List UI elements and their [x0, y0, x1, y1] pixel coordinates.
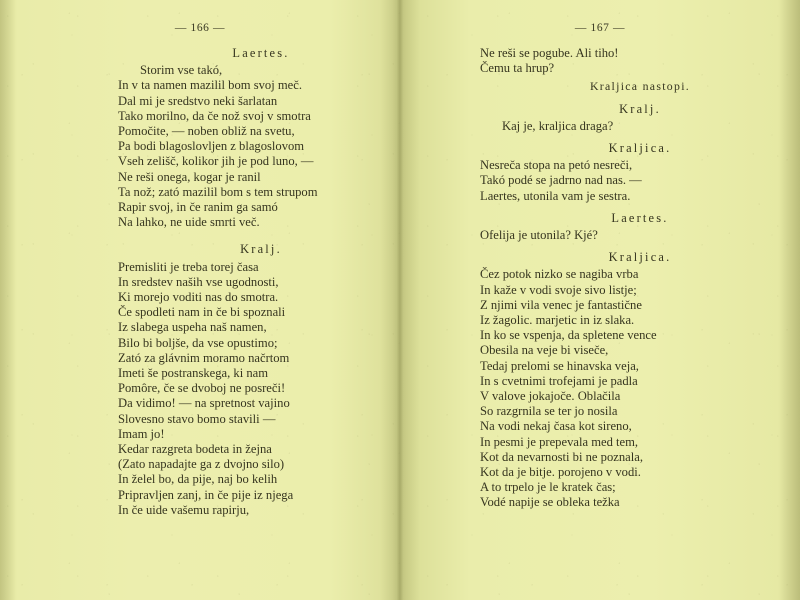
verse-line: Na lahko, ne uide smrti več.: [118, 215, 260, 230]
verse-line: Čez potok nizko se nagiba vrba: [480, 267, 639, 282]
verse-line: Kot da je bitje. porojeno v vodi.: [480, 465, 641, 480]
verse-line: Iz slabega uspeha naš namen,: [118, 320, 267, 335]
verse-line: Imeti še postranskega, ki nam: [118, 366, 269, 381]
verse-line: Če spodleti nam in če bi spoznali: [118, 305, 286, 320]
verse-line: Obesila na veje bi viseče,: [480, 343, 609, 358]
verse-line: In s cvetnimi trofejami je padla: [480, 373, 638, 388]
verse-line: Čemu ta hrup?: [480, 61, 555, 76]
verse-line: Ne reši onega, kogar je ranil: [118, 169, 261, 184]
verse-line: Slovesno stavo bomo stavili —: [118, 411, 276, 426]
verse-line: In ko se vspenja, da spletene vence: [480, 328, 657, 343]
stage-direction: Kraljica nastopi.: [589, 79, 691, 94]
verse-line: Zató za glávnim moramo načrtom: [118, 350, 290, 365]
verse-line: Dal mi je sredstvo neki šarlatan: [118, 93, 278, 108]
verse-line: Nesreča stopa na petó nesreči,: [480, 158, 633, 173]
right-page-text: [480, 46, 800, 511]
verse-line: Pomôre, če se dvoboj ne posreči!: [118, 381, 286, 396]
verse-line: Z njimi vila venec je fantastične: [480, 297, 642, 312]
verse-line: Ofelija je utonila? Kjé?: [480, 228, 598, 243]
verse-line: In želel bo, da pije, naj bo kelih: [118, 472, 278, 487]
verse-line: Na vodi nekaj časa kot sireno,: [480, 419, 632, 434]
verse-line: Premisliti je treba torej časa: [118, 259, 259, 274]
verse-line: Imam jo!: [118, 426, 165, 441]
verse-line: Ki morejo voditi nas do smotra.: [118, 290, 279, 305]
speaker-label: Kraljica.: [608, 250, 672, 265]
stanza-spacer: [118, 230, 400, 235]
left-page-text: [118, 46, 400, 518]
verse-line: In če uide vašemu rapirju,: [118, 502, 250, 517]
verse-line: Ta nož; zató mazilil bom s tem strupom: [118, 184, 318, 199]
verse-line: V valove jokajoče. Oblačila: [480, 389, 621, 404]
page-number-left: — 166 —: [174, 22, 226, 34]
verse-line: Kot da nevarnosti bi ne poznala,: [480, 449, 643, 464]
verse-line: So razgrnila se ter jo nosila: [480, 404, 618, 419]
verse-line: Ne reši se pogube. Ali tiho!: [480, 46, 619, 60]
verse-line: Pa bodi blagoslovljen z blagoslovom: [118, 139, 305, 154]
speaker-label: Laertes.: [611, 210, 669, 225]
verse-line: Pomočite, — noben obliž na svetu,: [118, 124, 295, 139]
speaker-label: Kralj.: [619, 101, 661, 116]
verse-line: Vodé napije se obleka težka: [480, 495, 620, 510]
verse-line: Laertes, utonila vam je sestra.: [480, 188, 631, 203]
verse-line: Da vidimo! — na spretnost vajino: [118, 396, 290, 411]
verse-line: In sredstev naših vse ugodnosti,: [118, 274, 279, 289]
right-page: [400, 0, 800, 600]
verse-line: Pripravljen zanj, in če pije iz njega: [118, 487, 294, 502]
verse-line: Vseh zelišč, kolikor jih je pod luno, —: [118, 154, 314, 169]
verse-line: In kaže v vodi svoje sivo listje;: [480, 282, 637, 297]
verse-line: Bilo bi boljše, da vse opustimo;: [118, 335, 278, 350]
speaker-label: Laertes.: [232, 46, 290, 60]
verse-line: Kedar razgreta bodeta in žejna: [118, 442, 272, 457]
verse-line: In v ta namen mazilil bom svoj meč.: [118, 78, 302, 93]
verse-line: Tedaj prelomi se hinavska veja,: [480, 358, 639, 373]
verse-line: Iz žagolic. marjetic in iz slaka.: [480, 313, 635, 328]
verse-line: Takó podé se jadrno nad nas. —: [480, 173, 642, 188]
verse-line: (Zato napadajte ga z dvojno silo): [118, 457, 285, 472]
page-number-right: — 167 —: [574, 22, 626, 34]
verse-line: Storim vse takó,: [140, 63, 223, 78]
verse-line: Kaj je, kraljica draga?: [502, 118, 614, 133]
speaker-label: Kralj.: [240, 242, 282, 257]
verse-line: A to trpelo je le kratek čas;: [480, 480, 616, 495]
verse-line: In pesmi je prepevala med tem,: [480, 434, 639, 449]
verse-line: Tako morilno, da če nož svoj v smotra: [118, 108, 311, 123]
speaker-label: Kraljica.: [608, 141, 672, 156]
verse-line: Rapir svoj, in če ranim ga samó: [118, 200, 278, 215]
